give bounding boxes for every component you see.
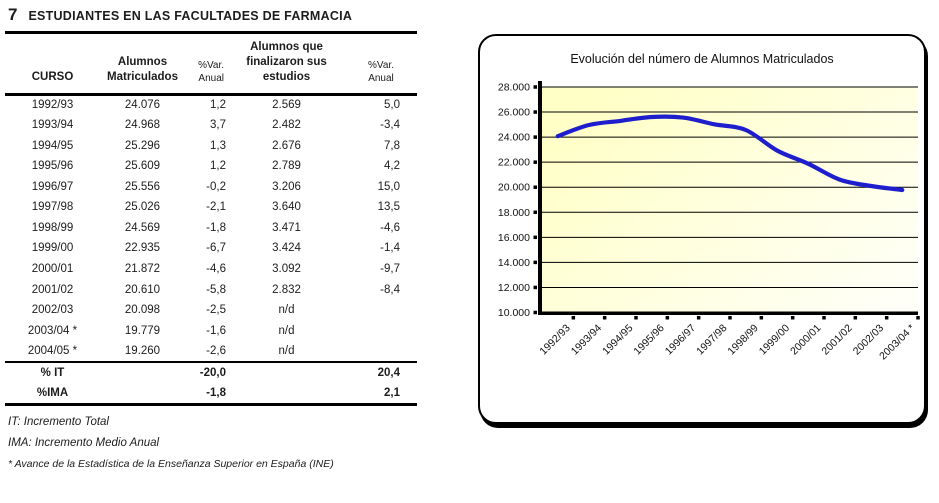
svg-text:16.000: 16.000: [497, 231, 530, 244]
table-cell: -1,4: [380, 242, 400, 255]
table-cell: 24.569: [124, 221, 161, 234]
table-cell: [345, 300, 417, 321]
plot-area: [542, 87, 918, 313]
svg-text:1996/97: 1996/97: [662, 322, 699, 358]
svg-text:1993/94: 1993/94: [568, 322, 605, 358]
table-cell: 21.872: [124, 263, 161, 276]
summary-cell: % IT: [40, 366, 65, 379]
table-cell: 2000/01: [31, 263, 74, 276]
section-header: [5, 5, 417, 31]
table-header: [5, 34, 417, 94]
students-table: [5, 34, 417, 406]
column-header: %Var. Anual: [345, 34, 417, 94]
table-row: [5, 238, 417, 259]
svg-text:12.000: 12.000: [497, 281, 530, 294]
table-cell: -1,8: [206, 221, 226, 234]
table-row: [5, 218, 417, 239]
table-row: [5, 115, 417, 136]
section-title: ESTUDIANTES EN LAS FACULTADES DE FARMACIA: [28, 9, 353, 23]
table-cell: -3,4: [380, 118, 400, 131]
table-cell: 2.789: [272, 160, 301, 173]
footnote-asterisk: * Avance de la Estadística de la Enseñanza Superior en España (INE): [8, 458, 334, 471]
summary-cell: -20,0: [199, 366, 226, 379]
table-cell: n/d: [278, 324, 295, 337]
table-cell: 1,2: [210, 99, 226, 112]
x-axis-ticks: [572, 316, 920, 320]
table-cell: [345, 341, 417, 362]
summary-cell: [100, 362, 185, 384]
table-cell: -4,6: [380, 221, 400, 234]
svg-text:1994/95: 1994/95: [600, 322, 636, 358]
footnotes: [5, 412, 417, 475]
summary-cell: [228, 383, 345, 405]
table-cell: 2.832: [272, 283, 301, 296]
svg-text:1992/93: 1992/93: [537, 322, 573, 358]
table-cell: 1995/96: [31, 160, 74, 173]
section-number: 7: [8, 5, 18, 24]
column-header: Alumnos Matriculados: [100, 34, 185, 94]
table-cell: -1,6: [206, 324, 226, 337]
table-cell: 5,0: [384, 99, 400, 112]
table-cell: -9,7: [380, 263, 400, 276]
table-cell: 3.092: [272, 263, 301, 276]
table-summary: [5, 362, 417, 405]
svg-text:1995/96: 1995/96: [631, 322, 667, 358]
table-row: [5, 279, 417, 300]
table-cell: -2,5: [206, 304, 226, 317]
svg-text:24.000: 24.000: [497, 131, 530, 144]
table-cell: [345, 321, 417, 342]
table-cell: 2003/04 *: [27, 324, 78, 337]
summary-cell: -1,8: [206, 387, 226, 400]
table-cell: -2,1: [206, 201, 226, 214]
table-cell: 2.569: [272, 99, 301, 112]
table-row: [5, 135, 417, 156]
table-cell: 3.206: [272, 180, 301, 193]
table-cell: 2002/03: [31, 304, 74, 317]
table-cell: 25.556: [124, 180, 161, 193]
table-cell: 4,2: [384, 160, 400, 173]
column-header: CURSO: [5, 34, 100, 94]
footnote-ima: IMA: Incremento Medio Anual: [8, 437, 160, 450]
table-body: [5, 94, 417, 362]
chart-title: Evolución del número de Alumnos Matriculados: [570, 52, 834, 66]
svg-text:1998/99: 1998/99: [725, 322, 761, 358]
table-cell: 2.482: [272, 118, 301, 131]
table-row: [5, 300, 417, 321]
summary-row: [5, 383, 417, 405]
table-cell: -2,6: [206, 344, 226, 357]
table-cell: 3.471: [272, 221, 301, 234]
summary-cell: [100, 383, 185, 405]
svg-text:20.000: 20.000: [497, 181, 530, 194]
table-cell: 2001/02: [31, 283, 74, 296]
svg-text:1999/00: 1999/00: [756, 322, 793, 358]
svg-text:22.000: 22.000: [497, 156, 530, 169]
table-cell: 22.935: [124, 242, 161, 255]
table-cell: 1994/95: [31, 139, 74, 152]
table-row: [5, 176, 417, 197]
table-cell: 20.610: [124, 283, 161, 296]
table-cell: 1,3: [210, 139, 226, 152]
table-row: [5, 341, 417, 362]
svg-text:26.000: 26.000: [497, 106, 530, 119]
line-chart: [480, 36, 920, 418]
table-cell: 25.296: [124, 139, 161, 152]
table-cell: 19.779: [124, 324, 161, 337]
footnote-it: IT: Incremento Total: [8, 416, 109, 429]
table-cell: 2.676: [272, 139, 301, 152]
chart-card: [478, 34, 926, 424]
table-cell: 1996/97: [31, 180, 74, 193]
table-cell: 15,0: [377, 180, 400, 193]
summary-cell: [228, 362, 345, 384]
table-row: [5, 197, 417, 218]
table-cell: 24.076: [124, 99, 161, 112]
header-row: [5, 34, 417, 94]
svg-text:2001/02: 2001/02: [819, 322, 855, 358]
table-cell: 19.260: [124, 344, 161, 357]
table-cell: n/d: [278, 344, 295, 357]
table-cell: -4,6: [206, 263, 226, 276]
table-cell: -0,2: [206, 180, 226, 193]
summary-cell: 2,1: [384, 387, 400, 400]
summary-row: [5, 362, 417, 384]
table-cell: 24.968: [124, 118, 161, 131]
table-cell: 1999/00: [31, 242, 74, 255]
summary-cell: %IMA: [36, 387, 69, 400]
svg-text:14.000: 14.000: [497, 256, 530, 269]
svg-text:2002/03: 2002/03: [850, 322, 887, 358]
svg-text:2000/01: 2000/01: [788, 322, 824, 358]
table-cell: n/d: [278, 304, 295, 317]
svg-text:28.000: 28.000: [497, 81, 530, 94]
table-cell: 3,7: [210, 118, 226, 131]
students-table-section: [5, 5, 417, 475]
y-axis-ticks: [534, 85, 538, 314]
table-cell: 1998/99: [31, 221, 74, 234]
svg-text:2003/04 *: 2003/04 *: [877, 322, 918, 363]
table-row: [5, 156, 417, 177]
table-cell: 3.640: [272, 201, 301, 214]
column-header: %Var. Anual: [185, 34, 228, 94]
table-row: [5, 321, 417, 342]
table-cell: 13,5: [377, 201, 400, 214]
table-cell: 1,2: [210, 160, 226, 173]
table-cell: 20.098: [124, 304, 161, 317]
x-axis-labels: [537, 322, 917, 362]
svg-text:10.000: 10.000: [497, 307, 530, 319]
table-cell: 25.026: [124, 201, 161, 214]
svg-text:18.000: 18.000: [497, 206, 530, 219]
table-cell: -5,8: [206, 283, 226, 296]
table-cell: 7,8: [384, 139, 400, 152]
svg-text:1997/98: 1997/98: [694, 322, 730, 358]
column-header: Alumnos que finalizaron sus estudios: [228, 34, 345, 94]
table-cell: 1992/93: [31, 99, 74, 112]
y-axis-labels: [498, 82, 530, 320]
table-cell: 3.424: [272, 242, 301, 255]
table-row: [5, 94, 417, 115]
table-row: [5, 259, 417, 280]
table-cell: -6,7: [206, 242, 226, 255]
table-cell: -8,4: [380, 283, 400, 296]
table-cell: 1993/94: [31, 118, 74, 131]
summary-cell: 20,4: [377, 366, 400, 379]
table-cell: 2004/05 *: [27, 344, 78, 357]
table-cell: 25.609: [124, 160, 161, 173]
table-cell: 1997/98: [31, 201, 74, 214]
